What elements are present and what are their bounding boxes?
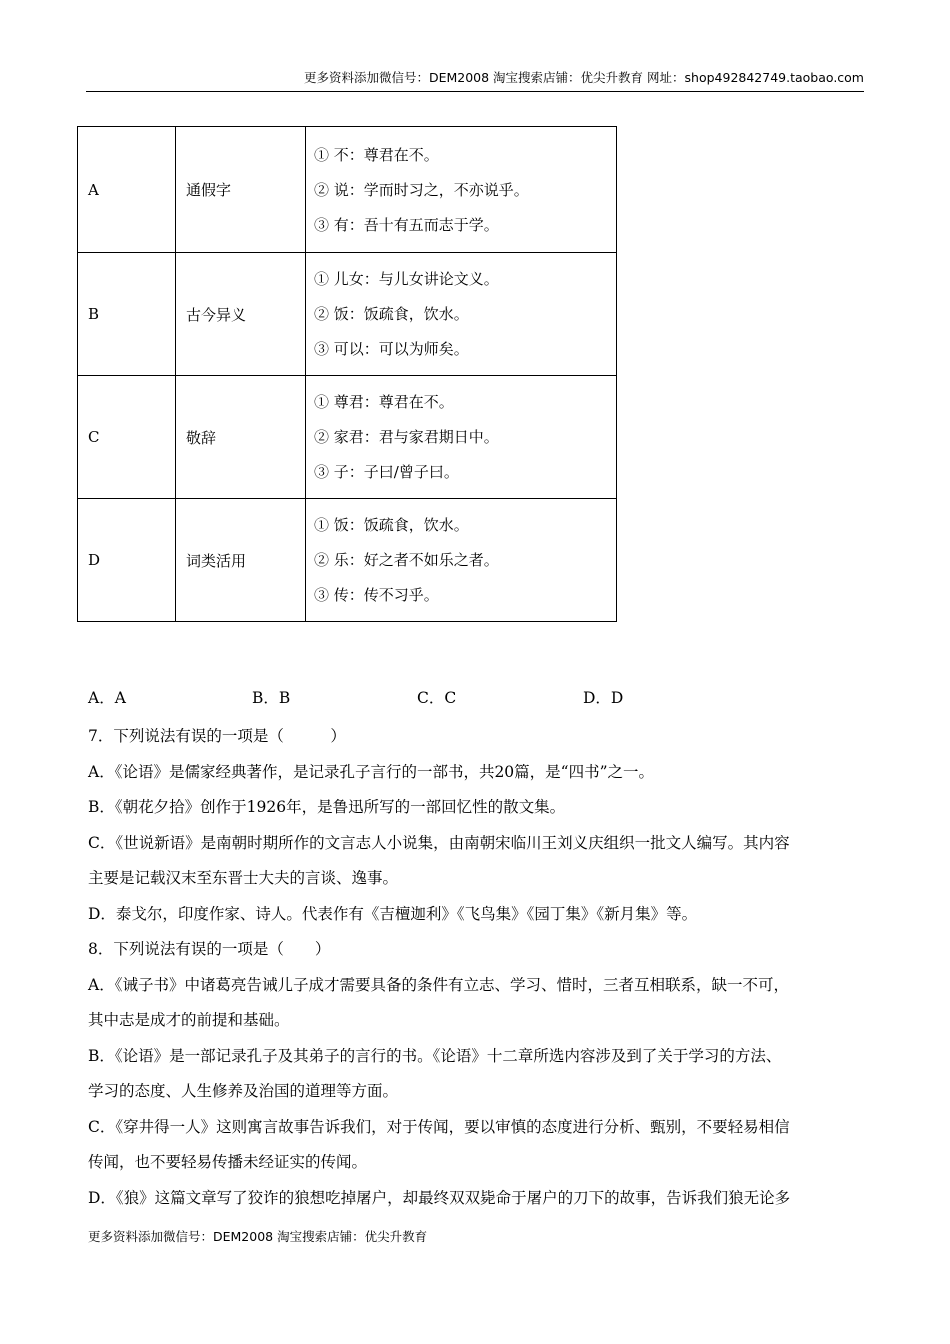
example-item: ② 家君：君与家君期日中。 bbox=[314, 428, 499, 446]
answer-option-a[interactable]: A．A bbox=[88, 689, 126, 707]
example-item: ② 饭：饭疏食，饮水。 bbox=[314, 305, 469, 323]
q8-option-c-cont: 传闻，也不要轻易传播未经证实的传闻。 bbox=[88, 1153, 368, 1171]
table-row bbox=[78, 499, 617, 622]
q8-option-a-cont: 其中志是成才的前提和基础。 bbox=[88, 1011, 290, 1029]
example-item: ③ 传：传不习乎。 bbox=[314, 586, 439, 604]
q8-option-c: C．《穿井得一人》这则寓言故事告诉我们，对于传闻，要以审慎的态度进行分析、甄别，不要轻易相信 bbox=[88, 1117, 790, 1136]
row-category: 词类活用 bbox=[176, 499, 306, 622]
table-row bbox=[78, 127, 617, 253]
row-examples bbox=[306, 127, 617, 253]
page-footer: 更多资料添加微信号：DEM2008 淘宝搜索店铺：优尖升教育 bbox=[88, 1229, 428, 1244]
row-examples bbox=[306, 376, 617, 499]
q8-option-b: B．《论语》是一部记录孔子及其弟子的言行的书。《论语》十二章所选内容涉及到了关于学习的方法、 bbox=[88, 1046, 782, 1065]
q7-stem: 7．下列说法有误的一项是（ ） bbox=[88, 727, 346, 745]
questions-body bbox=[88, 719, 858, 1216]
q7-option-a: A．《论语》是儒家经典著作，是记录孔子言行的一部书，共20篇，是“四书”之一。 bbox=[88, 762, 655, 781]
answer-option-c[interactable]: C．C bbox=[417, 689, 457, 707]
q8-option-d: D．《狼》这篇文章写了狡诈的狼想吃掉屠户，却最终双双毙命于屠户的刀下的故事，告诉我们狼无论多 bbox=[88, 1188, 791, 1207]
row-examples bbox=[306, 499, 617, 622]
example-item: ② 乐：好之者不如乐之者。 bbox=[314, 551, 499, 569]
q7-option-c: C．《世说新语》是南朝时期所作的文言志人小说集，由南朝宋临川王刘义庆组织一批文人编写。其内容 bbox=[88, 833, 790, 852]
answer-option-d[interactable]: D．D bbox=[583, 689, 624, 707]
table-row bbox=[78, 253, 617, 376]
example-item: ① 尊君：尊君在不。 bbox=[314, 393, 454, 411]
q6-table bbox=[77, 126, 617, 622]
q8-stem: 8．下列说法有误的一项是（ ） bbox=[88, 940, 331, 958]
table-row bbox=[78, 376, 617, 499]
example-item: ③ 有：吾十有五而志于学。 bbox=[314, 215, 499, 234]
q7-option-c-cont: 主要是记载汉末至东晋士大夫的言谈、逸事。 bbox=[88, 869, 399, 887]
row-category: 通假字 bbox=[176, 127, 306, 253]
example-item: ③ 可以：可以为师矣。 bbox=[314, 340, 469, 358]
q8-option-a: A．《诫子书》中诸葛亮告诫儿子成才需要具备的条件有立志、学习、惜时，三者互相联系，缺一不可， bbox=[88, 975, 789, 994]
example-item: ① 不：尊君在不。 bbox=[314, 145, 439, 164]
q7-option-d: D．泰戈尔，印度作家、诗人。代表作有《吉檀迦利》《飞鸟集》《园丁集》《新月集》等。 bbox=[88, 904, 698, 923]
q8-option-b-cont: 学习的态度、人生修养及治国的道理等方面。 bbox=[88, 1082, 399, 1100]
example-item: ① 儿女：与儿女讲论文义。 bbox=[314, 270, 499, 288]
row-letter: B bbox=[78, 253, 176, 376]
row-category: 古今异义 bbox=[176, 253, 306, 376]
example-item: ② 说：学而时习之，不亦说乎。 bbox=[314, 180, 529, 199]
row-letter: C bbox=[78, 376, 176, 499]
q7-option-b: B．《朝花夕拾》创作于1926年，是鲁迅所写的一部回忆性的散文集。 bbox=[88, 798, 566, 816]
row-category: 敬辞 bbox=[176, 376, 306, 499]
page-header: 更多资料添加微信号：DEM2008 淘宝搜索店铺：优尖升教育 网址：shop492842749.taobao.com bbox=[86, 68, 864, 92]
row-letter: D bbox=[78, 499, 176, 622]
row-examples bbox=[306, 253, 617, 376]
example-item: ③ 子：子曰/曾子曰。 bbox=[314, 463, 459, 481]
row-letter: A bbox=[78, 127, 176, 253]
answer-option-b[interactable]: B．B bbox=[252, 689, 291, 707]
example-item: ① 饭：饭疏食，饮水。 bbox=[314, 516, 469, 534]
